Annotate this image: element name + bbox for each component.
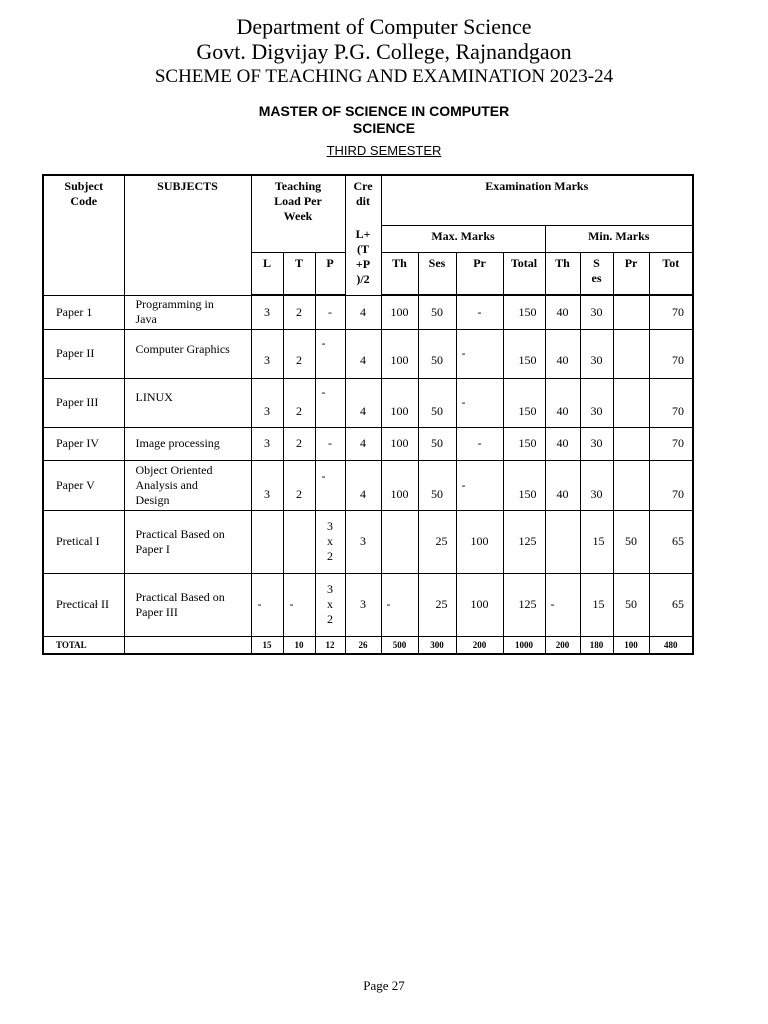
cell-min-th: 40 <box>545 329 580 378</box>
cell-credit: 4 <box>345 460 381 510</box>
cell-min-ses: 30 <box>580 329 613 378</box>
total-label: TOTAL <box>43 636 124 654</box>
cell-min-th: - <box>545 573 580 636</box>
cell-p: - <box>315 460 345 510</box>
cell-t: 2 <box>283 295 315 329</box>
page-number: Page 27 <box>363 978 405 993</box>
exam-marks-header: Examination Marks <box>381 175 693 225</box>
cell-max-total: 125 <box>503 573 545 636</box>
cell-min-tot: 70 <box>649 329 693 378</box>
max-pr-header: Pr <box>456 252 503 295</box>
cell-max-ses: 50 <box>418 378 456 427</box>
cell-min-pr <box>613 295 649 329</box>
subject-code-header: Subject Code <box>43 175 124 295</box>
cell-p: - <box>315 427 345 460</box>
subject-name: Practical Based on Paper III <box>124 573 251 636</box>
col-l-header: L <box>251 252 283 295</box>
cell-min-pr <box>613 329 649 378</box>
program-title-line2: SCIENCE <box>352 120 416 136</box>
department-title: Department of Computer Science <box>236 14 532 39</box>
cell-min-tot: 65 <box>649 573 693 636</box>
cell-p: - <box>315 329 345 378</box>
total-subjects <box>124 636 251 654</box>
min-marks-header: Min. Marks <box>545 225 693 252</box>
cell-min-th: 40 <box>545 460 580 510</box>
cell-max-pr: - <box>456 427 503 460</box>
cell-min-pr <box>613 427 649 460</box>
cell-max-th: 100 <box>381 378 418 427</box>
total-p: 12 <box>315 636 345 654</box>
min-tot-header: Tot <box>649 252 693 295</box>
subject-name: Practical Based on Paper I <box>124 510 251 573</box>
cell-credit: 4 <box>345 427 381 460</box>
cell-max-ses: 50 <box>418 427 456 460</box>
cell-max-total: 150 <box>503 378 545 427</box>
cell-min-th: 40 <box>545 378 580 427</box>
subject-name: Object Oriented Analysis and Design <box>124 460 251 510</box>
cell-max-total: 150 <box>503 460 545 510</box>
cell-min-pr <box>613 378 649 427</box>
cell-p: 3 x 2 <box>315 510 345 573</box>
total-min-th: 200 <box>545 636 580 654</box>
scheme-title: SCHEME OF TEACHING AND EXAMINATION 2023-24 <box>154 66 614 87</box>
subject-name: LINUX <box>124 378 251 427</box>
max-ses-header: Ses <box>418 252 456 295</box>
cell-credit: 4 <box>345 329 381 378</box>
cell-l: 3 <box>251 427 283 460</box>
table-row <box>43 460 693 510</box>
cell-min-th: 40 <box>545 295 580 329</box>
max-marks-header: Max. Marks <box>381 225 545 252</box>
cell-max-pr: 100 <box>456 573 503 636</box>
subject-code: Precticał II <box>43 573 124 636</box>
subject-name: Computer Graphics <box>124 329 251 378</box>
subject-code: Paper IV <box>43 427 124 460</box>
teaching-load-header: Teaching Load Per Week <box>251 175 345 252</box>
cell-l <box>251 510 283 573</box>
cell-min-tot: 65 <box>649 510 693 573</box>
cell-max-ses: 50 <box>418 460 456 510</box>
cell-min-th: 40 <box>545 427 580 460</box>
subject-code: Pretical I <box>43 510 124 573</box>
cell-max-th: 100 <box>381 295 418 329</box>
cell-t: 2 <box>283 460 315 510</box>
col-p-header: P <box>315 252 345 295</box>
table-row <box>43 378 693 427</box>
cell-max-pr: - <box>456 378 503 427</box>
col-t-header: T <box>283 252 315 295</box>
max-th-header: Th <box>381 252 418 295</box>
subject-name: Image processing <box>124 427 251 460</box>
total-max-total: 1000 <box>503 636 545 654</box>
cell-max-th: - <box>381 573 418 636</box>
max-total-header: Total <box>503 252 545 295</box>
cell-min-ses: 30 <box>580 295 613 329</box>
min-th-header: Th <box>545 252 580 295</box>
cell-min-tot: 70 <box>649 460 693 510</box>
cell-min-tot: 70 <box>649 295 693 329</box>
cell-p: - <box>315 295 345 329</box>
cell-l: - <box>251 573 283 636</box>
cell-t: 2 <box>283 427 315 460</box>
total-min-ses: 180 <box>580 636 613 654</box>
college-title: Govt. Digvijay P.G. College, Rajnandgaon <box>196 39 572 64</box>
cell-max-total: 150 <box>503 427 545 460</box>
cell-max-ses: 50 <box>418 329 456 378</box>
total-max-ses: 300 <box>418 636 456 654</box>
cell-l: 3 <box>251 295 283 329</box>
cell-max-ses: 25 <box>418 573 456 636</box>
cell-max-total: 150 <box>503 295 545 329</box>
cell-l: 3 <box>251 460 283 510</box>
cell-max-th <box>381 510 418 573</box>
cell-l: 3 <box>251 329 283 378</box>
total-t: 10 <box>283 636 315 654</box>
cell-max-th: 100 <box>381 460 418 510</box>
cell-t: - <box>283 573 315 636</box>
cell-max-total: 150 <box>503 329 545 378</box>
cell-min-tot: 70 <box>649 378 693 427</box>
cell-min-tot: 70 <box>649 427 693 460</box>
cell-t: 2 <box>283 378 315 427</box>
cell-min-ses: 30 <box>580 427 613 460</box>
cell-min-ses: 15 <box>580 510 613 573</box>
table-row <box>43 573 693 636</box>
cell-max-ses: 25 <box>418 510 456 573</box>
cell-l: 3 <box>251 378 283 427</box>
cell-p: 3 x 2 <box>315 573 345 636</box>
cell-max-th: 100 <box>381 427 418 460</box>
cell-max-ses: 50 <box>418 295 456 329</box>
cell-min-ses: 30 <box>580 378 613 427</box>
cell-credit: 4 <box>345 295 381 329</box>
total-min-pr: 100 <box>613 636 649 654</box>
subject-code: Paper V <box>43 460 124 510</box>
cell-max-th: 100 <box>381 329 418 378</box>
cell-credit: 3 <box>345 510 381 573</box>
cell-min-pr: 50 <box>613 573 649 636</box>
program-title-line1: MASTER OF SCIENCE IN COMPUTER <box>258 103 510 119</box>
total-credit: 26 <box>345 636 381 654</box>
total-row <box>43 636 693 654</box>
min-ses-header: S es <box>580 252 613 295</box>
cell-min-pr <box>613 460 649 510</box>
cell-min-th <box>545 510 580 573</box>
cell-t <box>283 510 315 573</box>
min-pr-header: Pr <box>613 252 649 295</box>
credit-header: Cre dit L+ (T +P )/2 <box>345 175 381 295</box>
cell-max-pr: - <box>456 295 503 329</box>
subject-code: Paper II <box>43 329 124 378</box>
subject-code: Paper 1 <box>43 295 124 329</box>
table-row <box>43 329 693 378</box>
table-row <box>43 427 693 460</box>
semester-title: THIRD SEMESTER <box>326 143 442 158</box>
total-max-pr: 200 <box>456 636 503 654</box>
cell-t: 2 <box>283 329 315 378</box>
cell-min-ses: 15 <box>580 573 613 636</box>
total-min-tot: 480 <box>649 636 693 654</box>
total-max-th: 500 <box>381 636 418 654</box>
cell-min-ses: 30 <box>580 460 613 510</box>
cell-max-total: 125 <box>503 510 545 573</box>
table-row <box>43 510 693 573</box>
subject-code: Paper III <box>43 378 124 427</box>
cell-max-pr: - <box>456 329 503 378</box>
subject-name: Programming in Java <box>124 295 251 329</box>
scheme-table <box>42 174 694 655</box>
cell-credit: 3 <box>345 573 381 636</box>
cell-max-pr: 100 <box>456 510 503 573</box>
cell-credit: 4 <box>345 378 381 427</box>
total-l: 15 <box>251 636 283 654</box>
table-row <box>43 295 693 329</box>
cell-p: - <box>315 378 345 427</box>
subjects-header: SUBJECTS <box>124 175 251 295</box>
cell-min-pr: 50 <box>613 510 649 573</box>
cell-max-pr: - <box>456 460 503 510</box>
